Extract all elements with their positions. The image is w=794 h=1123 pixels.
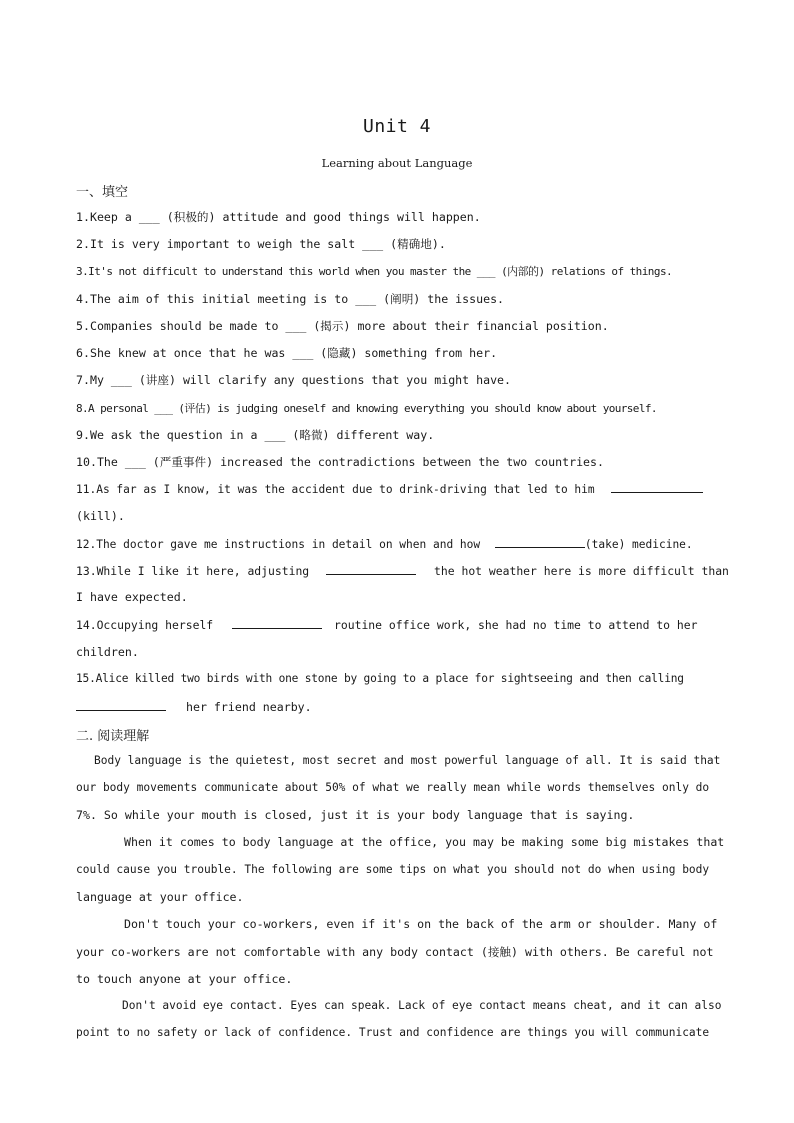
- question-11: [76, 481, 718, 496]
- passage-p4-line2: point to no safety or lack of confidence. Trust and confidence are things you will communicate: [76, 1026, 710, 1039]
- question-13-cont: I have expected.: [76, 590, 188, 604]
- answer-blank-13[interactable]: [326, 563, 416, 575]
- passage-p1-line3: 7%. So while your mouth is closed, just it is your body language that is saying.: [76, 808, 635, 822]
- question-12-text: 12.The doctor gave me instructions in detail on when and how: [76, 538, 481, 551]
- question-11-cont: (kill).: [76, 509, 125, 523]
- question-3: 3.It's not difficult to understand this world when you master the ___ (内部的) relations of things.: [76, 265, 673, 278]
- passage-p2-line3: language at your office.: [76, 890, 244, 904]
- question-2: 2.It is very important to weigh the salt ___ (精确地).: [76, 237, 446, 251]
- question-15: 15.Alice killed two birds with one stone by going to a place for sightseeing and then calling: [76, 672, 684, 685]
- question-14-text: 14.Occupying herself: [76, 618, 214, 632]
- passage-p2-line2: could cause you trouble. The following are some tips on what you should not do when using body: [76, 863, 710, 876]
- question-12-tail: (take) medicine.: [584, 538, 693, 551]
- answer-blank-14[interactable]: [232, 617, 322, 629]
- passage-p3-line1: Don't touch your co-workers, even if it's on the back of the arm or shoulder. Many of: [124, 917, 718, 931]
- passage-p3-line2: your co-workers are not comfortable with any body contact (接触) with others. Be careful not: [76, 945, 714, 959]
- answer-blank-15[interactable]: [76, 699, 166, 711]
- question-14-after: routine office work, she had no time to attend to her: [334, 618, 698, 632]
- passage-p4-line1: Don't avoid eye contact. Eyes can speak. Lack of eye contact means cheat, and it can also: [122, 999, 722, 1012]
- question-13-text: 13.While I like it here, adjusting: [76, 564, 310, 578]
- question-11-text: 11.As far as I know, it was the accident due to drink-driving that led to him: [76, 483, 595, 496]
- answer-blank-12[interactable]: [495, 536, 585, 548]
- passage-p1-line2: our body movements communicate about 50% of what we really mean while words themselves only do: [76, 781, 710, 794]
- question-13: [76, 563, 729, 578]
- question-4: 4.The aim of this initial meeting is to ___ (阐明) the issues.: [76, 292, 505, 306]
- question-1: 1.Keep a ___ (积极的) attitude and good things will happen.: [76, 210, 481, 224]
- question-15-tail: her friend nearby.: [186, 700, 312, 714]
- passage-p3-line3: to touch anyone at your office.: [76, 972, 293, 986]
- question-7: 7.My ___ (讲座) will clarify any questions that you might have.: [76, 373, 512, 387]
- passage-p1-line1: Body language is the quietest, most secret and most powerful language of all. It is said that: [94, 754, 721, 767]
- section-heading-fill-blank: 一、填空: [76, 185, 129, 200]
- passage-p2-line1: When it comes to body language at the office, you may be making some big mistakes that: [124, 835, 725, 849]
- question-6: 6.She knew at once that he was ___ (隐藏) something from her.: [76, 346, 498, 360]
- answer-blank-11[interactable]: [611, 481, 703, 493]
- question-13-after: the hot weather here is more difficult than: [434, 564, 729, 578]
- section-heading-reading: 二. 阅读理解: [76, 729, 150, 744]
- question-12: [76, 536, 718, 551]
- question-14-cont: children.: [76, 645, 139, 659]
- page-subtitle: Learning about Language: [321, 156, 473, 170]
- question-10: 10.The ___ (严重事件) increased the contradictions between the two countries.: [76, 455, 604, 469]
- question-5: 5.Companies should be made to ___ (揭示) more about their financial position.: [76, 319, 609, 333]
- question-15-cont: [76, 699, 718, 714]
- question-9: 9.We ask the question in a ___ (略微) different way.: [76, 428, 435, 442]
- page-title: Unit 4: [362, 116, 432, 137]
- question-14: [76, 617, 718, 632]
- question-8: 8.A personal ___ (评估) is judging oneself and knowing everything you should know about yourself.: [76, 402, 657, 415]
